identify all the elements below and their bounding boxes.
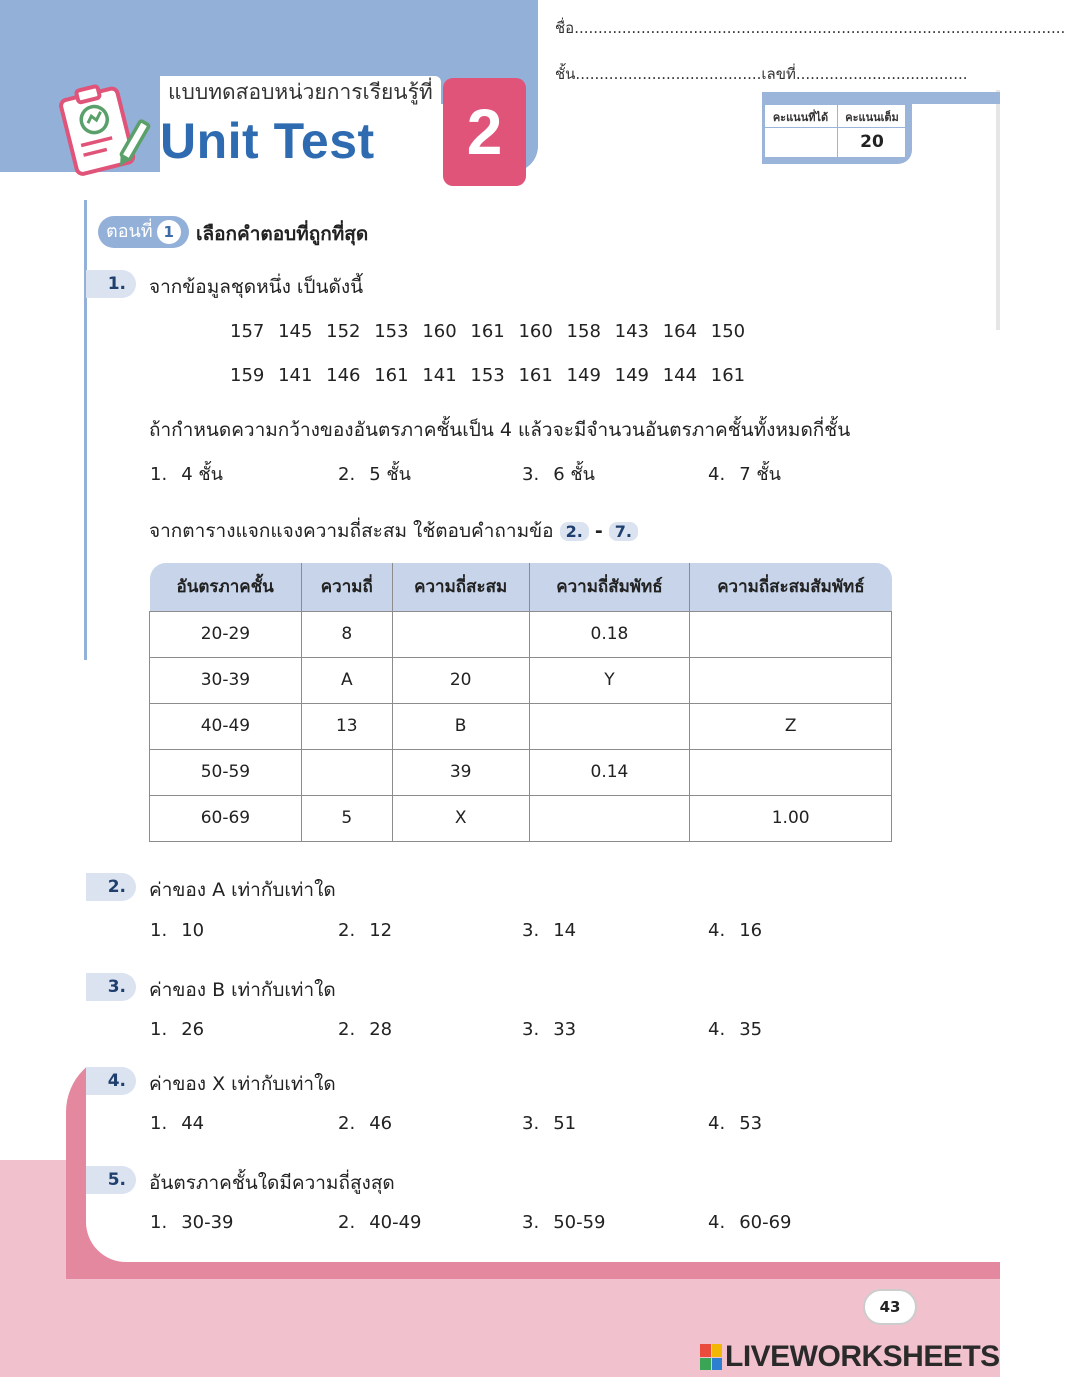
- column-header: ความถี่สะสมสัมพัทธ์: [690, 563, 892, 611]
- table-cell: [690, 657, 892, 703]
- option-2[interactable]: [338, 920, 392, 941]
- column-header: ความถี่สะสม: [392, 563, 529, 611]
- option-3[interactable]: [522, 459, 595, 488]
- option-number: 2.: [338, 920, 356, 941]
- option-number: 1.: [150, 1212, 168, 1233]
- option-number: 1.: [150, 464, 168, 485]
- option-number: 4.: [708, 920, 726, 941]
- part-title: เลือกคำตอบที่ถูกที่สุด: [196, 223, 369, 245]
- table-cell: [529, 795, 690, 841]
- option-number: 2.: [338, 1212, 356, 1233]
- name-field[interactable]: ชื่อ.......................................................................................................: [555, 19, 1065, 37]
- option-number: 3.: [522, 1212, 540, 1233]
- table-header-row: [150, 563, 892, 611]
- column-header: ความถี่สัมพัทธ์: [529, 563, 690, 611]
- unit-number: 2: [443, 78, 526, 186]
- table-cell: 60-69: [150, 795, 302, 841]
- option-text: 10: [181, 920, 205, 941]
- question-text: ค่าของ B เท่ากับเท่าใด: [149, 979, 336, 1001]
- option-3[interactable]: [522, 1019, 576, 1040]
- liveworksheets-icon: [700, 1344, 722, 1370]
- ref-to: 7.: [609, 522, 638, 541]
- option-number: 1.: [150, 1113, 168, 1134]
- option-number: 3.: [522, 1113, 540, 1134]
- table-row: [150, 657, 892, 703]
- table-intro: [149, 516, 638, 546]
- option-number: 1.: [150, 1019, 168, 1040]
- option-2[interactable]: [338, 1212, 422, 1233]
- table-cell: 5: [301, 795, 392, 841]
- option-text: 7 ชั้น: [739, 464, 781, 485]
- option-number: 3.: [522, 464, 540, 485]
- question-text: จากข้อมูลชุดหนึ่ง เป็นดังนี้: [149, 276, 364, 298]
- table-cell: X: [392, 795, 529, 841]
- option-text: 60-69: [739, 1212, 792, 1233]
- question-text: ถ้ากำหนดความกว้างของอันตรภาคชั้นเป็น 4 แล้วจะมีจำนวนอันตรภาคชั้นทั้งหมดกี่ชั้น: [149, 419, 851, 441]
- option-text: 16: [739, 920, 763, 941]
- table-row: [150, 703, 892, 749]
- left-rule: [84, 200, 87, 660]
- option-text: 5 ชั้น: [369, 464, 411, 485]
- table-cell: Y: [529, 657, 690, 703]
- table-cell: 30-39: [150, 657, 302, 703]
- option-number: 2.: [338, 464, 356, 485]
- score-row-divider: [764, 127, 906, 128]
- question-text: ค่าของ A เท่ากับเท่าใด: [149, 879, 336, 901]
- option-4[interactable]: [708, 920, 762, 941]
- column-header: ความถี่: [301, 563, 392, 611]
- table-row: [150, 795, 892, 841]
- option-1[interactable]: [150, 1212, 234, 1233]
- option-4[interactable]: [708, 1212, 792, 1233]
- table-cell: 0.18: [529, 611, 690, 657]
- option-2[interactable]: [338, 459, 411, 488]
- option-text: 51: [553, 1113, 577, 1134]
- option-number: 3.: [522, 1019, 540, 1040]
- option-number: 2.: [338, 1113, 356, 1134]
- option-text: 53: [739, 1113, 763, 1134]
- table-cell: [529, 703, 690, 749]
- option-text: 44: [181, 1113, 205, 1134]
- score-full-label: คะแนนเต็ม: [845, 111, 899, 124]
- option-2[interactable]: [338, 1113, 392, 1134]
- option-text: 4 ชั้น: [181, 464, 223, 485]
- option-text: 40-49: [369, 1212, 422, 1233]
- option-2[interactable]: [338, 1019, 392, 1040]
- option-text: 50-59: [553, 1212, 606, 1233]
- option-number: 4.: [708, 1113, 726, 1134]
- question-number: 5.: [86, 1166, 136, 1194]
- table-row: [150, 611, 892, 657]
- part-label: ตอนที่: [106, 221, 153, 242]
- clipboard-icon: [52, 80, 152, 180]
- part-number: 1: [157, 220, 181, 244]
- option-number: 3.: [522, 920, 540, 941]
- table-cell: Z: [690, 703, 892, 749]
- ref-dash: -: [594, 520, 603, 542]
- table-cell: 50-59: [150, 749, 302, 795]
- option-number: 1.: [150, 920, 168, 941]
- option-number: 4.: [708, 464, 726, 485]
- option-text: 30-39: [181, 1212, 234, 1233]
- option-text: 26: [181, 1019, 205, 1040]
- option-4[interactable]: [708, 459, 781, 488]
- brand-logo: [700, 1340, 1000, 1374]
- option-number: 4.: [708, 1019, 726, 1040]
- option-1[interactable]: [150, 1113, 204, 1134]
- option-1[interactable]: [150, 1019, 204, 1040]
- table-cell: 1.00: [690, 795, 892, 841]
- option-3[interactable]: [522, 1212, 606, 1233]
- table-cell: 20-29: [150, 611, 302, 657]
- class-field[interactable]: ชั้น.......................................เลขที่....................................: [555, 65, 968, 83]
- table-cell: 39: [392, 749, 529, 795]
- option-text: 6 ชั้น: [553, 464, 595, 485]
- column-header: อันตรภาคชั้น: [150, 563, 302, 611]
- page-title: Unit Test: [160, 113, 375, 169]
- option-3[interactable]: [522, 920, 576, 941]
- test-label: แบบทดสอบหน่วยการเรียนรู้ที่: [160, 76, 441, 109]
- option-4[interactable]: [708, 1113, 762, 1134]
- table-cell: [690, 611, 892, 657]
- table-cell: B: [392, 703, 529, 749]
- question-text: ค่าของ X เท่ากับเท่าใด: [149, 1073, 336, 1095]
- data-row-1: 157 145 152 153 160 161 160 158 143 164 150: [230, 321, 746, 342]
- option-number: 4.: [708, 1212, 726, 1233]
- table-cell: 8: [301, 611, 392, 657]
- score-full-value: 20: [860, 132, 884, 152]
- option-4[interactable]: [708, 1019, 762, 1040]
- option-1[interactable]: [150, 920, 204, 941]
- option-text: 33: [553, 1019, 577, 1040]
- page-edge: [996, 90, 1000, 330]
- option-3[interactable]: [522, 1113, 576, 1134]
- option-number: 2.: [338, 1019, 356, 1040]
- table-cell: [392, 611, 529, 657]
- table-cell: 20: [392, 657, 529, 703]
- part-badge: [98, 216, 189, 248]
- frequency-table: [149, 563, 892, 842]
- question-number: 4.: [86, 1067, 136, 1095]
- question-number: 2.: [86, 873, 136, 901]
- table-intro-text: จากตารางแจกแจงความถี่สะสม ใช้ตอบคำถามข้อ: [149, 520, 554, 542]
- table-cell: 40-49: [150, 703, 302, 749]
- option-text: 46: [369, 1113, 393, 1134]
- option-text: 14: [553, 920, 577, 941]
- table-cell: 0.14: [529, 749, 690, 795]
- score-earned-label: คะแนนที่ได้: [772, 111, 829, 124]
- question-text: อันตรภาคชั้นใดมีความถี่สูงสุด: [149, 1172, 395, 1194]
- data-row-2: 159 141 146 161 141 153 161 149 149 144 161: [230, 365, 746, 386]
- question-number: 3.: [86, 973, 136, 1001]
- table-cell: [301, 749, 392, 795]
- option-text: 35: [739, 1019, 763, 1040]
- ref-from: 2.: [560, 522, 589, 541]
- table-cell: [690, 749, 892, 795]
- table-cell: A: [301, 657, 392, 703]
- option-1[interactable]: [150, 459, 223, 488]
- option-text: 28: [369, 1019, 393, 1040]
- page-number: 43: [863, 1289, 917, 1325]
- question-number: 1.: [86, 270, 136, 298]
- table-cell: 13: [301, 703, 392, 749]
- option-text: 12: [369, 920, 393, 941]
- score-earned-input[interactable]: [764, 132, 837, 154]
- brand-name: LIVEWORKSHEETS: [725, 1340, 1000, 1373]
- table-row: [150, 749, 892, 795]
